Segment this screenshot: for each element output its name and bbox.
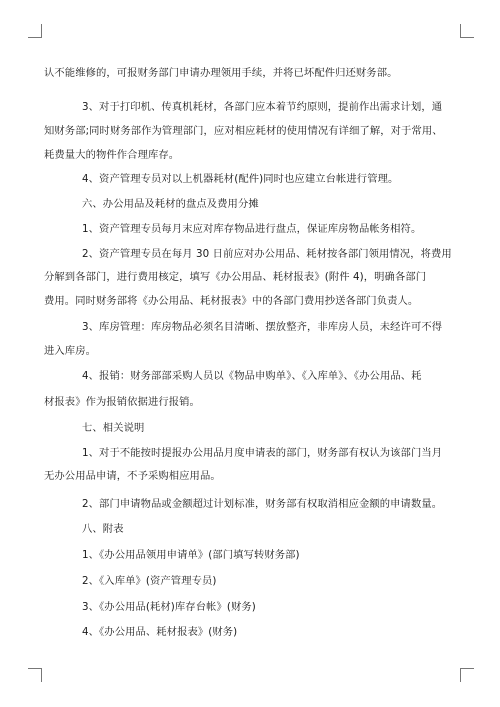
paragraph-line: 1、资产管理专员每月末应对库存物品进行盘点，保证库房物品帐务相符。 [82, 223, 422, 235]
crop-mark-top-right [460, 24, 474, 38]
paragraph-line: 材报表》作为报销依据进行报销。 [44, 396, 200, 408]
paragraph-line: 4、报销：财务部部采购人员以《物品申购单》、《入库单》、《办公用品、耗 [82, 370, 422, 382]
paragraph-line: 3、对于打印机、传真机耗材，各部门应本着节约原则，提前作出需求计划，通 [82, 101, 443, 113]
section-heading: 七、相关说明 [82, 422, 145, 434]
crop-mark-bottom-right [460, 668, 474, 682]
paragraph-line: 1、对于不能按时提报办公用品月度申请表的部门，财务部有权认为该部门当月 [82, 447, 443, 459]
list-item: 2、《入库单》(资产管理专员) [82, 575, 217, 587]
crop-mark-top-left [28, 24, 42, 38]
list-item: 1、《办公用品领用申请单》(部门填写转财务部) [82, 549, 300, 561]
paragraph-line: 进入库房。 [44, 345, 96, 357]
paragraph-line: 费用。同时财务部将《办公用品、耗材报表》中的各部门费用抄送各部门负责人。 [44, 295, 419, 307]
paragraph-line: 无办公用品申请，不予采购相应用品。 [44, 470, 221, 482]
paragraph-line: 认不能维修的，可报财务部门申请办理领用手续，并将已坏配件归还财务部。 [44, 67, 398, 79]
paragraph-line: 知财务部;同时财务部作为管理部门，应对相应耗材的使用情况有详细了解，对于常用、 [44, 125, 443, 137]
paragraph-line: 4、资产管理专员对以上机器耗材(配件)同时也应建立台帐进行管理。 [82, 173, 399, 185]
paragraph-line: 耗费量大的物件作合理库存。 [44, 149, 180, 161]
paragraph-line: 3、库房管理：库房物品必须名目清晰、摆放整齐，非库房人员，未经许可不得 [82, 321, 443, 333]
paragraph-line: 2、资产管理专员在每月 30 日前应对办公用品、耗材按各部门领用情况，将费用 [82, 248, 452, 260]
paragraph-line: 2、部门申请物品或金额超过计划标准，财务部有权取消相应金额的申请数量。 [82, 498, 443, 510]
list-item: 3、《办公用品(耗材)库存台帐》(财务) [82, 601, 256, 613]
crop-mark-bottom-left [28, 668, 42, 682]
list-item: 4、《办公用品、耗材报表》(财务) [82, 626, 238, 638]
paragraph-line: 分解到各部门，进行费用核定，填写《办公用品、耗材报表》(附件 4)，明确各部门 [44, 271, 427, 283]
section-heading: 八、附表 [82, 523, 124, 535]
section-heading: 六、办公用品及耗材的盘点及费用分摊 [82, 198, 259, 210]
